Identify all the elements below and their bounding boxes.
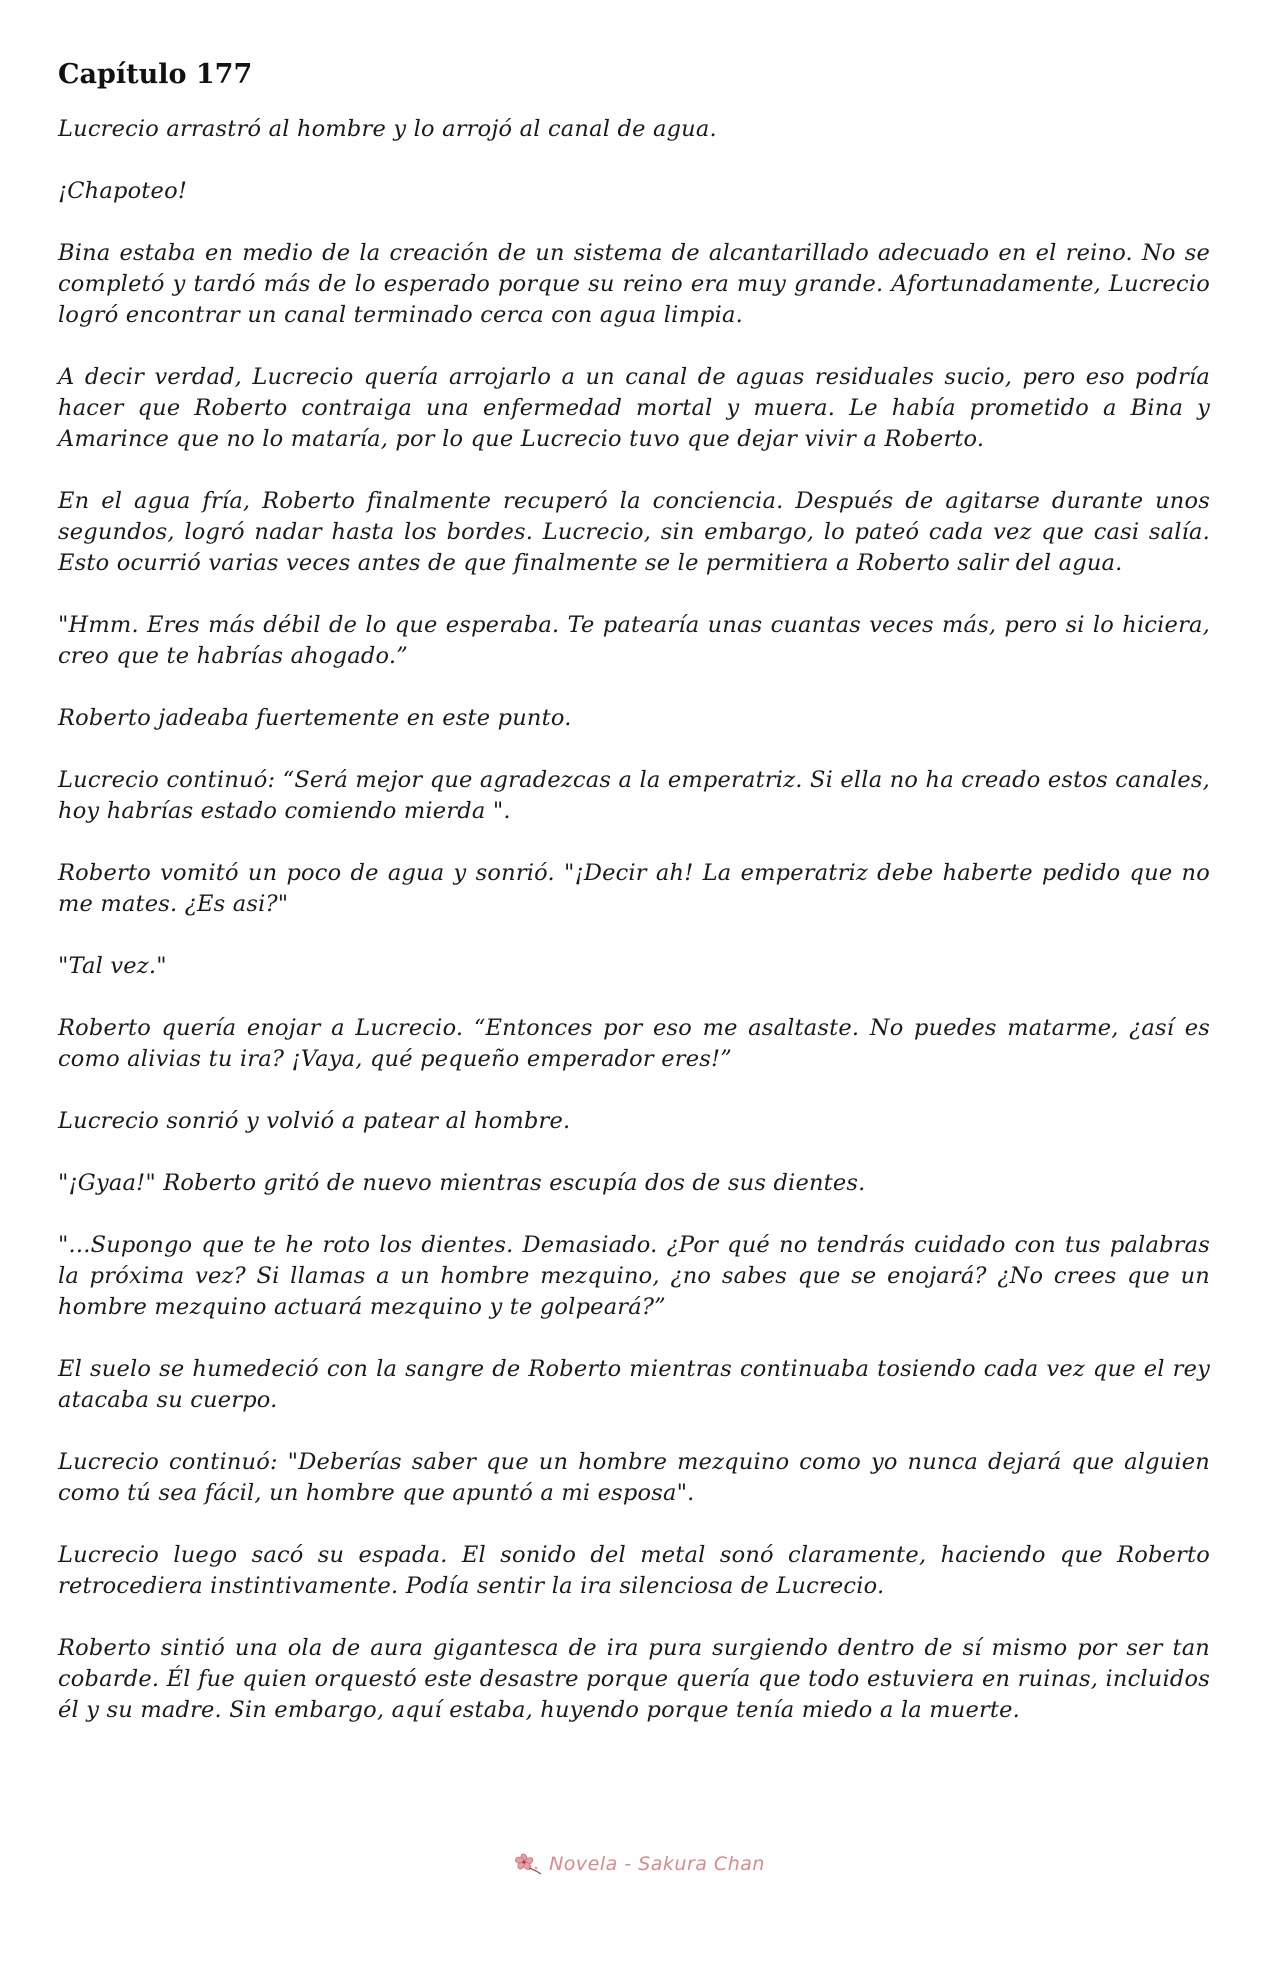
paragraph: En el agua fría, Roberto finalmente recuperó la conciencia. Después de agitarse durante unos segundos, logró nadar hasta los bordes. Lucrecio, sin embargo, lo pateó cada vez que casi salía. Esto ocurrió varias veces antes de que finalmente se le permitiera a Roberto salir del agua. <box>58 488 1210 576</box>
paragraph: Lucrecio continuó: “Será mejor que agradezcas a la emperatriz. Si ella no ha creado estos canales, hoy habrías estado comiendo mierda ". <box>58 767 1210 824</box>
paragraph: Bina estaba en medio de la creación de un sistema de alcantarillado adecuado en el reino. No se completó y tardó más de lo esperado porque su reino era muy grande. Afortunadamente, Lucrecio logró encontrar un canal terminado cerca con agua limpia. <box>58 240 1210 328</box>
paragraph: El suelo se humedeció con la sangre de Roberto mientras continuaba tosiendo cada vez que el rey atacaba su cuerpo. <box>58 1356 1210 1413</box>
paragraph: Roberto quería enojar a Lucrecio. “Entonces por eso me asaltaste. No puedes matarme, ¿así es como alivias tu ira? ¡Vaya, qué pequeño emperador eres!” <box>58 1015 1210 1072</box>
paragraph: Roberto vomitó un poco de agua y sonrió. "¡Decir ah! La emperatriz debe haberte pedido que no me mates. ¿Es asi?" <box>58 860 1210 917</box>
chapter-page <box>58 56 1210 1757</box>
paragraph: Lucrecio continuó: "Deberías saber que un hombre mezquino como yo nunca dejará que alguien como tú sea fácil, un hombre que apuntó a mi esposa". <box>58 1449 1210 1506</box>
paragraph: Roberto jadeaba fuertemente en este punto. <box>58 705 572 731</box>
paragraph: Lucrecio luego sacó su espada. El sonido del metal sonó claramente, haciendo que Roberto retrocediera instintivamente. Podía sentir la ira silenciosa de Lucrecio. <box>58 1542 1210 1599</box>
chapter-title: Capítulo 177 <box>58 59 253 90</box>
paragraph: "¡Gyaa!" Roberto gritó de nuevo mientras escupía dos de sus dientes. <box>58 1170 866 1196</box>
paragraph: Lucrecio arrastró al hombre y lo arrojó al canal de agua. <box>58 116 717 142</box>
watermark-text: Novela - Sakura Chan <box>549 1853 765 1875</box>
sakura-flower-icon <box>515 1852 543 1876</box>
paragraph: "Tal vez." <box>58 953 167 979</box>
paragraph: "Hmm. Eres más débil de lo que esperaba. Te patearía unas cuantas veces más, pero si lo hiciera, creo que te habrías ahogado.” <box>58 612 1210 669</box>
paragraph: Lucrecio sonrió y volvió a patear al hombre. <box>58 1108 571 1134</box>
watermark <box>0 1852 1280 1876</box>
paragraph: Roberto sintió una ola de aura gigantesca de ira pura surgiendo dentro de sí mismo por ser tan cobarde. Él fue quien orquestó este desastre porque quería que todo estuviera en ruinas, incluidos él y su madre. Sin embargo, aquí estaba, huyendo porque tenía miedo a la muerte. <box>58 1635 1210 1723</box>
paragraph: ¡Chapoteo! <box>58 178 188 204</box>
paragraph: A decir verdad, Lucrecio quería arrojarlo a un canal de aguas residuales sucio, pero eso podría hacer que Roberto contraiga una enfermedad mortal y muera. Le había prometido a Bina y Amarince que no lo mataría, por lo que Lucrecio tuvo que dejar vivir a Roberto. <box>58 364 1210 452</box>
paragraph: "...Supongo que te he roto los dientes. Demasiado. ¿Por qué no tendrás cuidado con tus palabras la próxima vez? Si llamas a un hombre mezquino, ¿no sabes que se enojará? ¿No crees que un hombre mezquino actuará mezquino y te golpeará?” <box>58 1232 1210 1320</box>
